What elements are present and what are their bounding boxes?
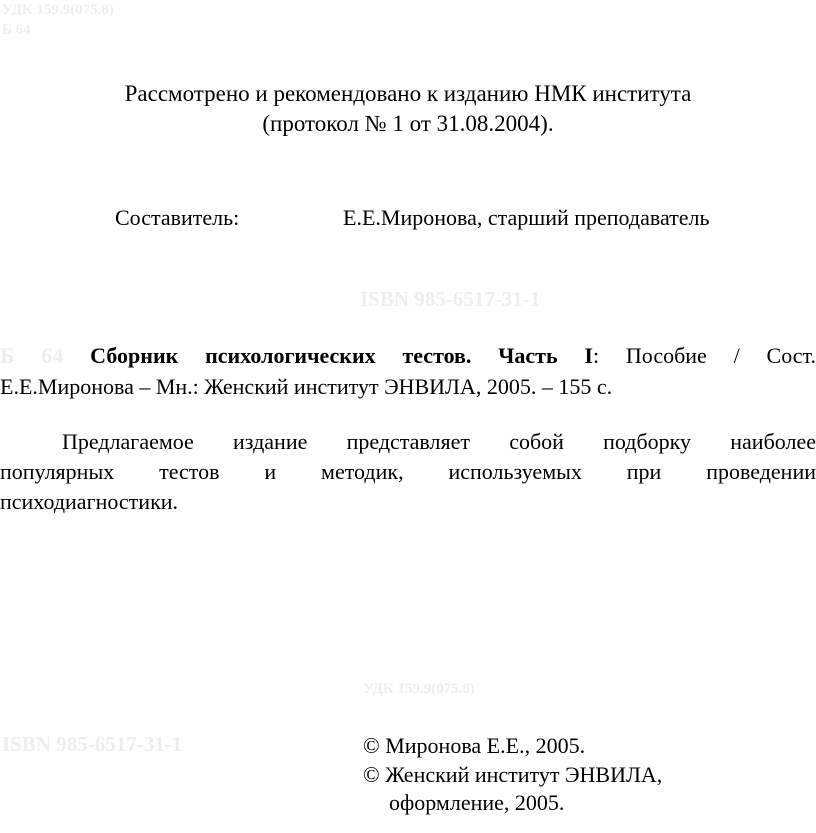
udk-code-bottom: УДК 159.9(075.8) [363,681,475,697]
citation-title: Сборник психологических тестов. Часть I [90,343,593,368]
annotation-line-2: популярных тестов и методик, используемых при проведении [0,459,816,484]
annotation-line-1: Предлагаемое издание представляет собой подборку наиболее [62,429,816,454]
bbk-code-top: Б 64 [2,22,31,38]
compiler-label: Составитель: [115,205,240,230]
citation-line-1 [0,340,816,372]
approval-line-1: Рассмотрено и рекомендовано к изданию НМК института [124,81,692,106]
approval-line-2: (протокол № 1 от 31.08.2004). [262,111,554,136]
citation-rest: : Пособие / Сост. [592,343,816,368]
citation-line-2: Е.Е.Миронова – Мн.: Женский институт ЭНВИЛА, 2005. – 155 с. [0,374,613,399]
citation-code: Б 64 [0,343,64,368]
copyright-line-3: оформление, 2005. [389,790,565,815]
compiler-name: Е.Е.Миронова, старший преподаватель [343,205,710,230]
annotation-line-3: психодиагностики. [0,489,179,514]
copyright-line-1: © Миронова Е.Е., 2005. [363,733,586,758]
isbn-bottom: ISBN 985-6517-31-1 [2,732,183,756]
udk-code-top: УДК 159.9(075.8) [2,2,114,18]
copyright-line-2: © Женский институт ЭНВИЛА, [363,762,663,787]
isbn-center: ISBN 985-6517-31-1 [360,287,541,311]
